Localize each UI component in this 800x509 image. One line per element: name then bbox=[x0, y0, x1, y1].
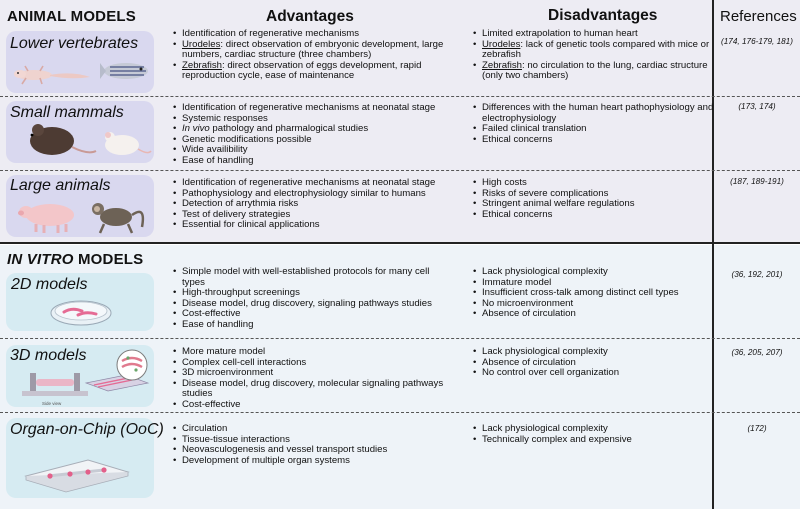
list-item: • Lack physiological complexity bbox=[482, 267, 718, 278]
references-heading: References bbox=[720, 8, 797, 25]
petri-dish-illustration bbox=[46, 295, 116, 329]
row-divider bbox=[0, 96, 800, 97]
list-item: • Tissue-tissue interactions bbox=[182, 435, 444, 446]
in-vitro-references-column bbox=[714, 245, 800, 509]
advantages-list bbox=[172, 424, 444, 466]
model-label: Organ-on-Chip (OoC) bbox=[10, 421, 164, 438]
list-item: • Systemic responses bbox=[182, 114, 450, 125]
2d-models-box bbox=[6, 273, 154, 331]
disadvantages-list bbox=[472, 103, 718, 145]
list-item: • Differences with the human heart pathophysiology and electrophysiology bbox=[482, 103, 718, 124]
references-cell: (36, 205, 207) bbox=[731, 348, 783, 357]
references-cell: (173, 174) bbox=[738, 102, 776, 111]
list-item: • Disease model, drug discovery, molecular signaling pathways studies bbox=[182, 379, 452, 400]
row-divider bbox=[0, 338, 800, 339]
list-item: • Detection of arrythmia risks bbox=[182, 199, 450, 210]
salamander-zebrafish-illustration bbox=[10, 55, 152, 91]
advantages-heading: Advantages bbox=[266, 8, 354, 25]
advantages-list bbox=[172, 29, 444, 82]
figure-caption: Side view bbox=[42, 401, 62, 406]
list-item: • Simple model with well-established protocols for many cell types bbox=[182, 267, 444, 288]
disadvantages-list bbox=[472, 267, 718, 320]
list-item: • High-throughput screenings bbox=[182, 288, 444, 299]
organ-on-chip-box bbox=[6, 418, 164, 498]
list-item: • Wide availibility bbox=[182, 145, 450, 156]
animal-models-heading: ANIMAL MODELS bbox=[7, 8, 136, 25]
list-item: • Essential for clinical applications bbox=[182, 220, 450, 231]
disadvantages-list bbox=[472, 29, 716, 82]
advantages-list bbox=[172, 178, 450, 231]
references-cell: (172) bbox=[747, 424, 767, 433]
list-item: • Ease of handling bbox=[182, 156, 450, 167]
list-item: • Ethical concerns bbox=[482, 135, 718, 146]
list-item: • No microenvironment bbox=[482, 299, 718, 310]
list-item: • Lack physiological complexity bbox=[482, 424, 718, 435]
references-cell: (187, 189-191) bbox=[730, 177, 784, 186]
references-cell: (36, 192, 201) bbox=[731, 270, 783, 279]
list-item: • Identification of regenerative mechanisms bbox=[182, 29, 444, 40]
3d-models-box bbox=[6, 345, 154, 407]
advantages-list bbox=[172, 347, 452, 411]
section-divider bbox=[0, 242, 800, 244]
list-item: • High costs bbox=[482, 178, 718, 189]
disadvantages-heading: Disadvantages bbox=[548, 7, 658, 24]
list-item: • Neovasculogenesis and vessel transport studies bbox=[182, 445, 444, 456]
rat-mouse-illustration bbox=[10, 121, 152, 161]
list-item: • Identification of regenerative mechanisms at neonatal stage bbox=[182, 103, 450, 114]
list-item: • Disease model, drug discovery, signaling pathways studies bbox=[182, 299, 444, 310]
in-vitro-models-heading: IN VITRO MODELS bbox=[7, 251, 144, 268]
references-cell: (174, 176-179, 181) bbox=[721, 37, 793, 46]
list-item: • Cost-effective bbox=[182, 400, 452, 411]
list-item: • Stringent animal welfare regulations bbox=[482, 199, 718, 210]
list-item: • Genetic modifications possible bbox=[182, 135, 450, 146]
model-label: Large animals bbox=[10, 177, 111, 194]
row-divider bbox=[0, 412, 800, 413]
list-item: • Urodeles: lack of genetic tools compared with mice or zebrafish bbox=[482, 40, 716, 61]
list-item: • Absence of circulation bbox=[482, 309, 718, 320]
list-item: • No control over cell organization bbox=[482, 368, 718, 379]
disadvantages-list bbox=[472, 424, 718, 445]
list-item: • Ease of handling bbox=[182, 320, 444, 331]
large-animals-box bbox=[6, 175, 154, 237]
model-label: 3D models bbox=[10, 347, 87, 364]
model-label: Lower vertebrates bbox=[10, 35, 139, 52]
list-item: • Lack physiological complexity bbox=[482, 347, 718, 358]
list-item: • Immature model bbox=[482, 278, 718, 289]
list-item: • More mature model bbox=[182, 347, 452, 358]
list-item: • Technically complex and expensive bbox=[482, 435, 718, 446]
list-item: • Test of delivery strategies bbox=[182, 210, 450, 221]
list-item: • Zebrafish: direct observation of eggs development, rapid reproduction cycle, ease of maintenance bbox=[182, 61, 444, 82]
small-mammals-box bbox=[6, 101, 154, 163]
list-item: • Identification of regenerative mechanisms at neonatal stage bbox=[182, 178, 450, 189]
list-item: • Zebrafish: no circulation to the lung, cardiac structure (only two chambers) bbox=[482, 61, 716, 82]
list-item: • Complex cell-cell interactions bbox=[182, 358, 452, 369]
list-item: • Development of multiple organ systems bbox=[182, 456, 444, 467]
organ-chip-illustration bbox=[16, 454, 136, 494]
advantages-list bbox=[172, 267, 444, 331]
model-label: Small mammals bbox=[10, 104, 124, 121]
list-item: • Insufficient cross-talk among distinct cell types bbox=[482, 288, 718, 299]
list-item: • Risks of severe complications bbox=[482, 189, 718, 200]
list-item: • In vivo pathology and pharmalogical studies bbox=[182, 124, 450, 135]
list-item: • Cost-effective bbox=[182, 309, 444, 320]
lower-vertebrates-box bbox=[6, 31, 154, 93]
list-item: • 3D microenvironment bbox=[182, 368, 452, 379]
pig-monkey-illustration bbox=[10, 197, 152, 235]
3d-tissue-illustration bbox=[14, 347, 154, 405]
row-divider bbox=[0, 170, 800, 171]
list-item: • Pathophysiology and electrophysiology similar to humans bbox=[182, 189, 450, 200]
list-item: • Urodeles: direct observation of embryonic development, large numbers, cardiac structure (three chambers) bbox=[182, 40, 444, 61]
advantages-list bbox=[172, 103, 450, 167]
model-label: 2D models bbox=[11, 276, 88, 293]
list-item: • Ethical concerns bbox=[482, 210, 718, 221]
list-item: • Absence of circulation bbox=[482, 358, 718, 369]
list-item: • Circulation bbox=[182, 424, 444, 435]
disadvantages-list bbox=[472, 178, 718, 220]
list-item: • Limited extrapolation to human heart bbox=[482, 29, 716, 40]
list-item: • Failed clinical translation bbox=[482, 124, 718, 135]
disadvantages-list bbox=[472, 347, 718, 379]
